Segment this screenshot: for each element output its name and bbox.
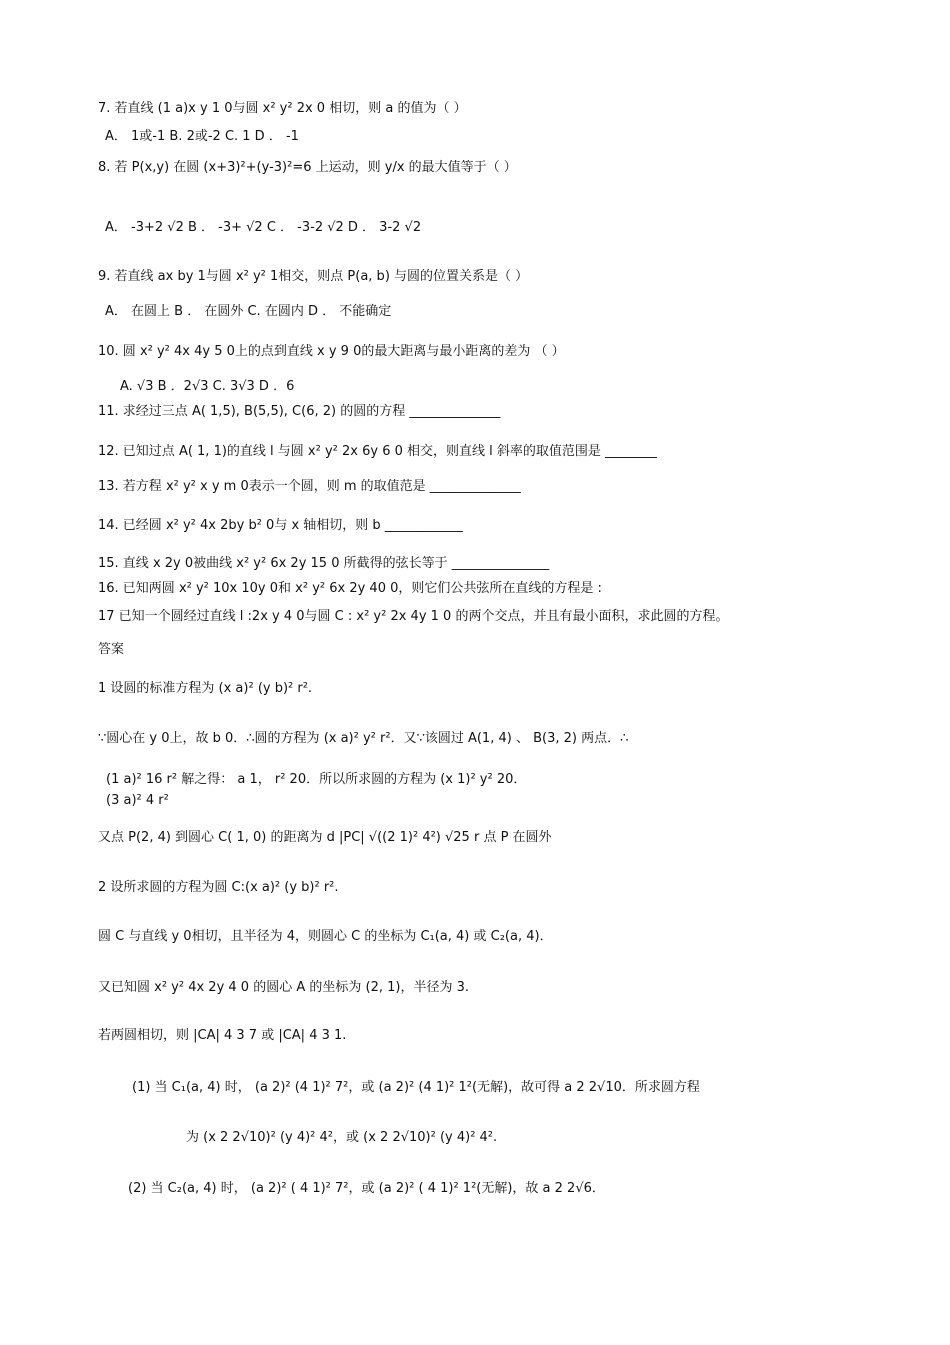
- answer-line-2: ∵圆心在 y 0上，故 b 0．∴圆的方程为 (x a)² y² r²．又∵该圆过 A(1, 4) 、 B(3, 2) 两点．∴: [98, 731, 629, 746]
- question-13: 13. 若方程 x² y² x y m 0表示一个圆，则 m 的取值范是 ______________: [98, 479, 521, 494]
- answer-line-3: (1 a)² 16 r² 解之得： a 1， r² 20．所以所求圆的方程为 (x 1)² y² 20．: [106, 772, 527, 787]
- question-17: 17 已知一个圆经过直线 l :2x y 4 0与圆 C : x² y² 2x 4y 1 0 的两个交点，并且有最小面积，求此圆的方程。: [98, 609, 729, 624]
- question-9: 9. 若直线 ax by 1与圆 x² y² 1相交，则点 P(a, b) 与圆的位置关系是（ ）: [98, 269, 529, 284]
- question-10-options: A. √3 B ．2√3 C. 3√3 D ．6: [120, 379, 295, 394]
- answer-line-4: (3 a)² 4 r²: [106, 793, 169, 808]
- question-15: 15. 直线 x 2y 0被曲线 x² y² 6x 2y 15 0 所截得的弦长等于 _______________: [98, 556, 550, 571]
- question-10: 10. 圆 x² y² 4x 4y 5 0上的点到直线 x y 9 0的最大距离与最小距离的差为 （ ）: [98, 344, 565, 359]
- answer-line-5: 又点 P(2, 4) 到圆心 C( 1, 0) 的距离为 d |PC| √((2 1)² 4²) √25 r 点 P 在圆外: [98, 830, 552, 845]
- answer-line-12: (2) 当 C₂(a, 4) 时， (a 2)² ( 4 1)² 7²，或 (a 2)² ( 4 1)² 1²(无解)，故 a 2 2√6．: [128, 1181, 605, 1196]
- answer-line-1: 1 设圆的标准方程为 (x a)² (y b)² r².: [98, 681, 313, 696]
- question-9-options: A． 在圆上 B ． 在圆外 C. 在圆内 D ． 不能确定: [105, 304, 392, 319]
- question-7-options: A． 1或-1 B. 2或-2 C. 1 D ． -1: [105, 129, 299, 144]
- answer-line-9: 若两圆相切，则 |CA| 4 3 7 或 |CA| 4 3 1.: [98, 1028, 347, 1043]
- answer-line-7: 圆 C 与直线 y 0相切，且半径为 4，则圆心 C 的坐标为 C₁(a, 4) 或 C₂(a, 4)．: [98, 929, 553, 944]
- question-16: 16. 已知两圆 x² y² 10x 10y 0和 x² y² 6x 2y 40 0，则它们公共弦所在直线的方程是 :: [98, 581, 602, 596]
- question-8: 8. 若 P(x,y) 在圆 (x+3)²+(y-3)²=6 上运动，则 y/x 的最大值等于（ ）: [98, 160, 517, 175]
- answer-line-11: 为 (x 2 2√10)² (y 4)² 4²，或 (x 2 2√10)² (y 4)² 4².: [186, 1130, 498, 1145]
- question-11: 11. 求经过三点 A( 1,5), B(5,5), C(6, 2) 的圆的方程 ______________: [98, 404, 501, 419]
- question-8-options: A． -3+2 √2 B ． -3+ √2 C ． -3-2 √2 D ． 3-2 √2: [105, 220, 422, 235]
- answer-line-10: (1) 当 C₁(a, 4) 时， (a 2)² (4 1)² 7²，或 (a 2)² (4 1)² 1²(无解)，故可得 a 2 2√10．所求圆方程: [132, 1080, 700, 1095]
- answer-line-6: 2 设所求圆的方程为圆 C:(x a)² (y b)² r².: [98, 880, 339, 895]
- question-12: 12. 已知过点 A( 1, 1)的直线 l 与圆 x² y² 2x 6y 6 0 相交，则直线 l 斜率的取值范围是 ________: [98, 444, 658, 459]
- question-7: 7. 若直线 (1 a)x y 1 0与圆 x² y² 2x 0 相切，则 a 的值为（ ）: [98, 101, 467, 116]
- answer-line-8: 又已知圆 x² y² 4x 2y 4 0 的圆心 A 的坐标为 (2, 1)，半径为 3.: [98, 980, 469, 995]
- answers-heading: 答案: [98, 642, 125, 657]
- question-14: 14. 已经圆 x² y² 4x 2by b² 0与 x 轴相切，则 b ____________: [98, 518, 463, 533]
